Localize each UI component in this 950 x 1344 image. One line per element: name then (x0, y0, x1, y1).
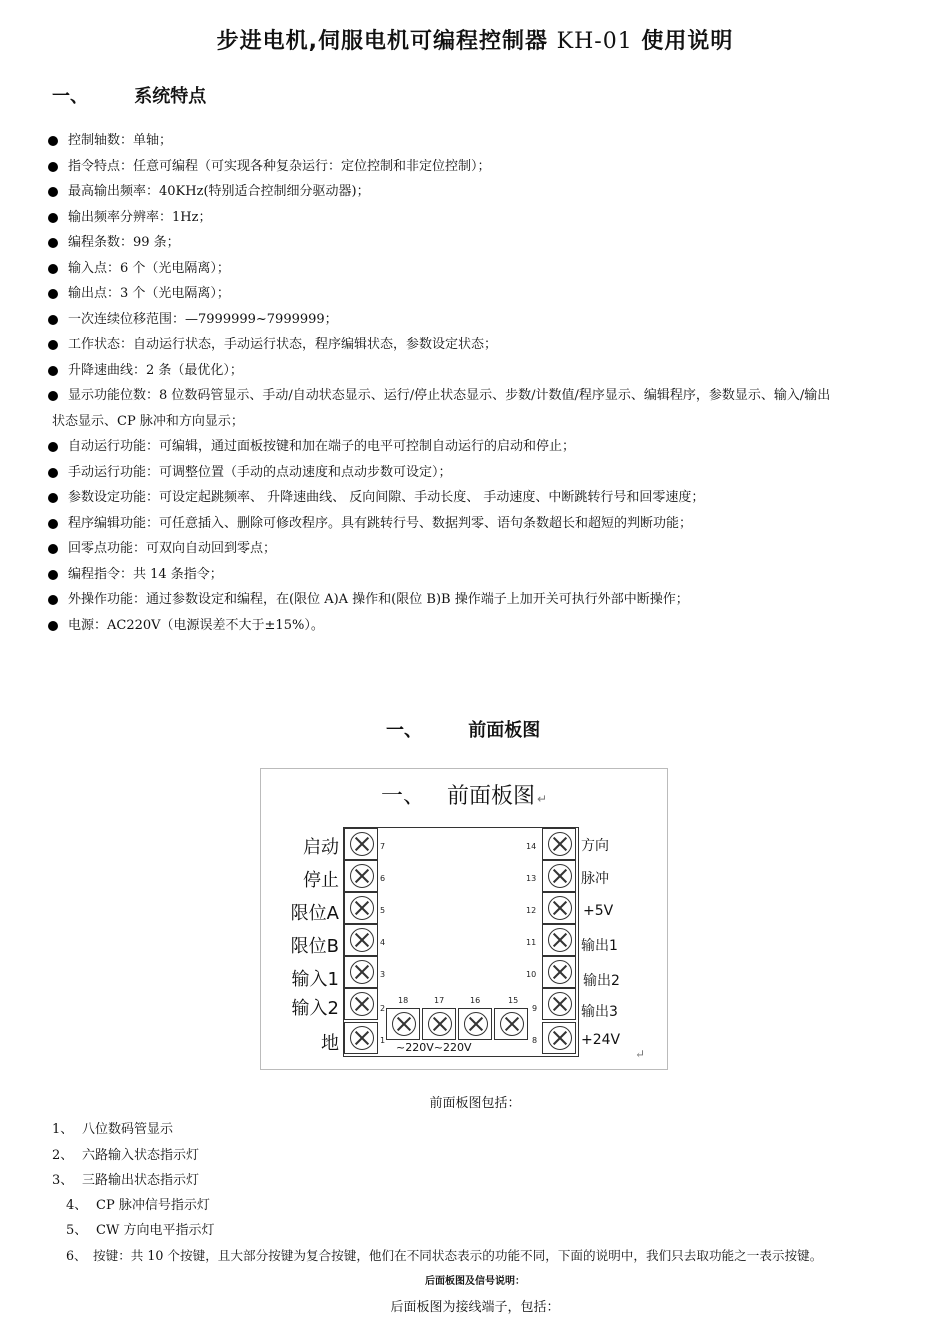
screw-icon (350, 928, 374, 952)
terminal-label: 方向 (581, 838, 609, 854)
rear-panel-text: 后面板图为接线端子，包括： (390, 1300, 560, 1315)
terminal-label: +24V (581, 1032, 621, 1048)
terminal (542, 892, 576, 924)
terminal (344, 1022, 378, 1054)
feature-item: 工作状态：自动运行状态，手动运行状态，程序编辑状态，参数设定状态； (48, 332, 910, 358)
figure-caption: 前面板图包括： (429, 1096, 521, 1111)
terminal-label: 停止 (303, 870, 339, 891)
feature-item: 一次连续位移范围：—7999999~7999999； (48, 307, 910, 333)
title-text: 步进电机,伺服电机可编程控制器 (216, 29, 548, 54)
section-number: 一、 (52, 86, 88, 107)
screw-icon (548, 1026, 572, 1050)
feature-item: 回零点功能：可双向自动回到零点； (48, 536, 910, 562)
terminal-number: 6 (380, 874, 386, 883)
terminal-number: 14 (526, 842, 537, 851)
terminal-number: 16 (470, 996, 481, 1005)
bullet-icon (48, 391, 58, 401)
screw-icon (350, 1026, 374, 1050)
list-item: 2、 六路输入状态指示灯 (52, 1148, 200, 1163)
terminal (542, 1022, 576, 1054)
front-panel-figure (260, 768, 668, 1070)
bullet-icon (48, 238, 58, 248)
ac-input-label: ~220V~220V (396, 1041, 472, 1054)
terminal-label: 脉冲 (581, 871, 609, 887)
section-number: 一、 (386, 720, 422, 741)
bullet-icon (48, 213, 58, 223)
feature-item: 输入点：6 个（光电隔离）； (48, 256, 910, 282)
terminal-number: 8 (532, 1036, 538, 1045)
screw-icon (392, 1012, 416, 1036)
terminal-label: 限位A (290, 903, 339, 924)
terminal-number: 1 (380, 1036, 386, 1045)
feature-item: 参数设定功能：可设定起跳频率、 升降速曲线、 反向间隙、手动长度、 手动速度、中断跳转行号和回零速度； (48, 485, 910, 511)
screw-icon (350, 960, 374, 984)
terminal (344, 860, 378, 892)
terminal-number: 12 (526, 906, 537, 915)
terminal-number: 13 (526, 874, 537, 883)
bullet-icon (48, 136, 58, 146)
feature-item-continuation: 状态显示、CP 脉冲和方向显示； (52, 413, 244, 429)
section-title: 系统特点 (134, 86, 207, 107)
list-item: 3、 三路输出状态指示灯 (52, 1173, 200, 1188)
terminal-board (343, 827, 579, 1057)
terminal (542, 860, 576, 892)
terminal (422, 1008, 456, 1040)
terminal-number: 10 (526, 970, 537, 979)
terminal-label: +5V (583, 903, 614, 919)
screw-icon (548, 960, 572, 984)
feature-item: 最高输出频率：40KHz(特别适合控制细分驱动器)； (48, 179, 910, 205)
feature-item: 编程指令：共 14 条指令； (48, 562, 910, 588)
terminal-label: 启动 (303, 837, 339, 858)
feature-item: 自动运行功能：可编辑，通过面板按键和加在端子的电平可控制自动运行的启动和停止； (48, 434, 910, 460)
bullet-icon (48, 493, 58, 503)
screw-icon (350, 992, 374, 1016)
screw-icon (548, 992, 572, 1016)
screw-icon (500, 1012, 524, 1036)
bullet-icon (48, 340, 58, 350)
title-tail: 使用说明 (641, 29, 734, 54)
terminal-label: 输出2 (583, 973, 620, 989)
bullet-icon (48, 264, 58, 274)
bullet-icon (48, 544, 58, 554)
terminal-label: 输出3 (581, 1004, 618, 1020)
screw-icon (548, 896, 572, 920)
terminal (344, 892, 378, 924)
terminal (344, 988, 378, 1020)
bullet-icon (48, 570, 58, 580)
terminal-number: 4 (380, 938, 386, 947)
feature-item: 升降速曲线：2 条（最优化）； (48, 358, 910, 384)
return-mark-icon: ↵ (536, 792, 548, 806)
feature-item: 指令特点：任意可编程（可实现各种复杂运行：定位控制和非定位控制）； (48, 154, 910, 180)
terminal-number: 18 (398, 996, 409, 1005)
bullet-icon (48, 468, 58, 478)
terminal-label: 输入2 (291, 998, 339, 1019)
terminal (542, 828, 576, 860)
bullet-icon (48, 442, 58, 452)
bullet-icon (48, 162, 58, 172)
feature-item: 外操作功能：通过参数设定和编程，在(限位 A)A 操作和(限位 B)B 操作端子上加开关可执行外部中断操作； (48, 587, 910, 613)
list-item: 4、 CP 脉冲信号指示灯 (66, 1198, 210, 1213)
feature-item: 控制轴数：单轴； (48, 128, 910, 154)
section-heading-features (52, 82, 206, 108)
screw-icon (464, 1012, 488, 1036)
feature-list (48, 128, 910, 638)
terminal-number: 9 (532, 1004, 538, 1013)
screw-icon (428, 1012, 452, 1036)
figure-title: 一、 前面板图 ↵ (380, 784, 548, 809)
feature-item: 编程条数：99 条； (48, 230, 910, 256)
feature-item: 输出点：3 个（光电隔离）； (48, 281, 910, 307)
screw-icon (350, 864, 374, 888)
terminal (542, 988, 576, 1020)
terminal-label: 输入1 (291, 969, 339, 990)
terminal-number: 17 (434, 996, 445, 1005)
list-item: 1、 八位数码管显示 (52, 1122, 174, 1137)
screw-icon (350, 896, 374, 920)
bullet-icon (48, 289, 58, 299)
feature-item: 输出频率分辨率：1Hz； (48, 205, 910, 231)
terminal-label: 输出1 (581, 938, 618, 954)
terminal-number: 11 (526, 938, 537, 947)
screw-icon (548, 832, 572, 856)
terminal (386, 1008, 420, 1040)
terminal (494, 1008, 528, 1040)
feature-item: 显示功能位数：8 位数码管显示、手动/自动状态显示、运行/停止状态显示、步数/计数值/程序显示、编辑程序，参数显示、输入/输出 状态显示、CP 脉冲和方向显示； (48, 383, 910, 434)
terminal-label: 地 (321, 1033, 339, 1054)
screw-icon (548, 864, 572, 888)
bullet-icon (48, 315, 58, 325)
list-item: 6、 按键：共 10 个按键，且大部分按键为复合按键，他们在不同状态表示的功能不同，下面的说明中，我们只去取功能之一表示按键。 (66, 1248, 823, 1263)
screw-icon (548, 928, 572, 952)
feature-item: 手动运行功能：可调整位置（手动的点动速度和点动步数可设定）； (48, 460, 910, 486)
feature-item: 程序编辑功能：可任意插入、删除可修改程序。具有跳转行号、数据判零、语句条数超长和超短的判断功能； (48, 511, 910, 537)
bullet-icon (48, 621, 58, 631)
rear-panel-heading: 后面板图及信号说明： (425, 1276, 525, 1287)
bullet-icon (48, 519, 58, 529)
return-mark-icon: ↵ (635, 1047, 646, 1061)
bullet-icon (48, 187, 58, 197)
terminal (542, 924, 576, 956)
terminal (344, 828, 378, 860)
terminal (542, 956, 576, 988)
bullet-icon (48, 595, 58, 605)
terminal (344, 956, 378, 988)
terminal (344, 924, 378, 956)
list-item: 5、 CW 方向电平指示灯 (66, 1223, 215, 1238)
terminal-number: 3 (380, 970, 386, 979)
screw-icon (350, 832, 374, 856)
terminal (458, 1008, 492, 1040)
terminal-label: 限位B (290, 936, 339, 957)
terminal-number: 5 (380, 906, 386, 915)
terminal-number: 7 (380, 842, 386, 851)
terminal-number: 2 (380, 1004, 386, 1013)
section-heading-front-panel (386, 716, 540, 742)
bullet-icon (48, 366, 58, 376)
document-title (0, 24, 950, 55)
terminal-number: 15 (508, 996, 519, 1005)
section-title: 前面板图 (468, 720, 541, 741)
feature-item: 电源：AC220V（电源误差不大于±15%）。 (48, 613, 910, 639)
title-model-code: KH-01 (556, 29, 633, 54)
